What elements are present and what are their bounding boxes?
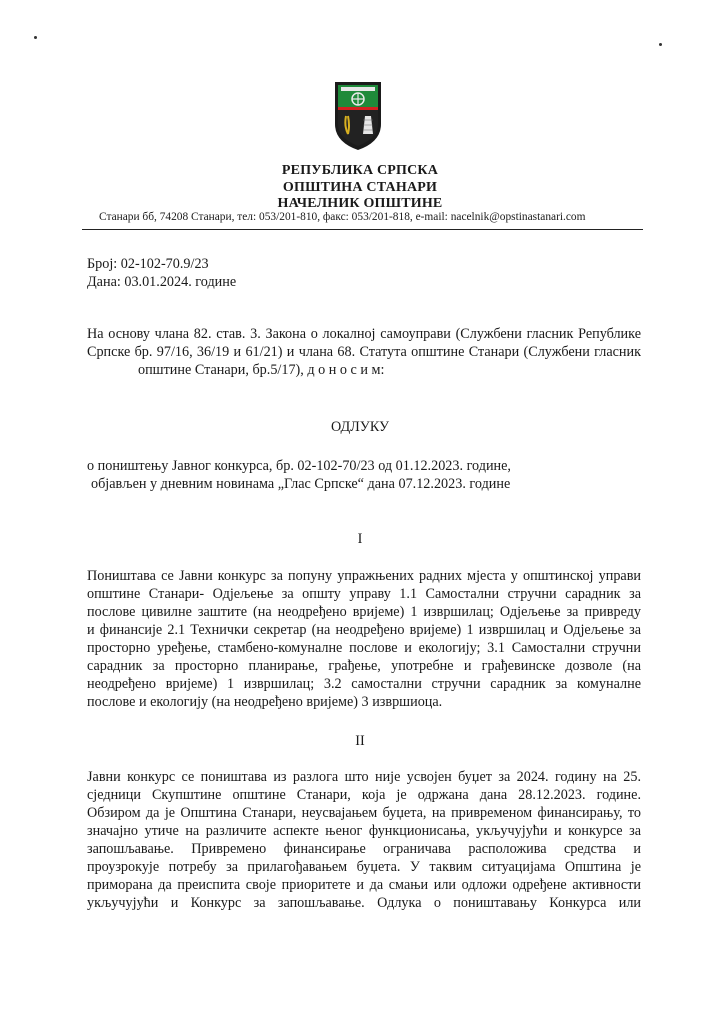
section-2-line: запошљавање. Привремено финансирање ограничава расположива средства и bbox=[87, 841, 641, 857]
contact-line: Станари бб, 74208 Станари, тел: 053/201-810, факс: 053/201-818, e-mail: nacelnik@opstinastanari.com bbox=[99, 211, 586, 223]
section-2-line: сједници Скупштине општине Станари, која је одржана дана 28.12.2023. године. bbox=[87, 787, 641, 803]
scan-speck bbox=[34, 36, 37, 39]
section-2-line: Обзиром да је Општина Станари, неусвајањем буџета, на привременом финансирању, то bbox=[87, 805, 641, 821]
section-1-line: Поништава се Јавни конкурс за попуну упражњених радних мјеста у општинској управи bbox=[87, 568, 641, 584]
decision-subject-line: о поништењу Јавног конкурса, бр. 02-102-70/23 од 01.12.2023. године, bbox=[87, 458, 511, 474]
section-2-line: укључујући и Конкурс за запошљавање. Одлука о поништавању Конкурса или bbox=[87, 895, 641, 911]
decision-title: ОДЛУКУ bbox=[330, 419, 390, 435]
header-republic: РЕПУБЛИКА СРПСКА bbox=[281, 163, 439, 178]
header-office: НАЧЕЛНИК ОПШТИНЕ bbox=[277, 196, 443, 211]
section-1-line: послове и екологију (на неодређено вријеме) 3 извршиоца. bbox=[87, 694, 443, 710]
reference-number: Број: 02-102-70.9/23 bbox=[87, 256, 209, 272]
municipality-coat-of-arms bbox=[333, 80, 383, 152]
section-2-heading: II bbox=[355, 733, 365, 749]
preamble-line: Српске бр. 97/16, 36/19 и 61/21) и члана 68. Статута општине Станари (Службени гласник bbox=[87, 344, 641, 360]
section-2-line: проузрокује потребу за прилагођавањем буџета. У таквим ситуацијама Општина је bbox=[87, 859, 641, 875]
preamble-line: општине Станари, бр.5/17), д о н о с и м: bbox=[138, 362, 385, 378]
section-2-line: приморана да преиспита своје приоритете и да смањи или одложи одређене активности bbox=[87, 877, 641, 893]
header-divider bbox=[82, 229, 643, 230]
section-1-line: послове цивилне заштите (на неодређено вријеме) 1 извршилац; Одјељење за привреду bbox=[87, 604, 641, 620]
section-1-line: и финансије 2.1 Технички секретар (на неодређено вријеме) 1 извршилац и Одјељење за bbox=[87, 622, 641, 638]
section-1-line: неодређено вријеме) 1 извршилац; 3.2 самостални стручни сарадник за комуналне bbox=[87, 676, 641, 692]
reference-date: Дана: 03.01.2024. године bbox=[87, 274, 237, 290]
section-1-line: општине Станари- Одјељење за општу управу 1.1 Самостални стручни сарадник за bbox=[87, 586, 641, 602]
header-municipality: ОПШТИНА СТАНАРИ bbox=[282, 180, 438, 195]
section-2-line: Јавни конкурс се поништава из разлога што није усвојен буџет за 2024. годину на 25. bbox=[87, 769, 641, 785]
scan-speck bbox=[659, 43, 662, 46]
section-1-line: сарадник за просторно планирање, грађење, употребне и грађевинске дозволе (на bbox=[87, 658, 641, 674]
section-1-heading: I bbox=[357, 531, 363, 547]
decision-subject-line: објављен у дневним новинама „Глас Српске“ дана 07.12.2023. године bbox=[91, 476, 511, 492]
section-2-line: значајно утиче на различите аспекте њеног функционисања, укључујући и конкурсе за bbox=[87, 823, 641, 839]
preamble-line: На основу члана 82. став. 3. Закона о локалној самоуправи (Службени гласник Републике bbox=[87, 326, 641, 342]
section-1-line: просторно уређење, стамбено-комуналне послове и екологију; 3.1 Самостални стручни bbox=[87, 640, 641, 656]
